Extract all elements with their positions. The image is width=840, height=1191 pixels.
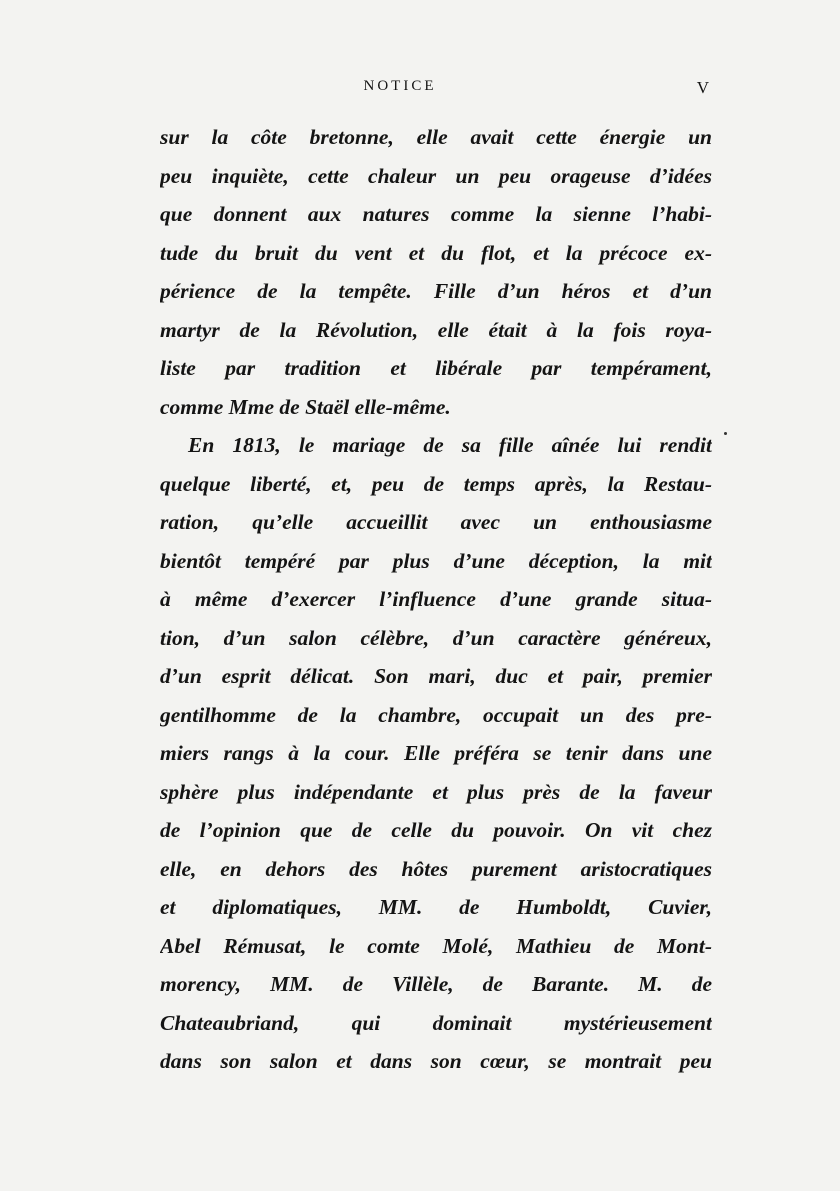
- text-line: sur la côte bretonne, elle avait cette énergie un: [160, 125, 712, 149]
- text-line: périence de la tempête. Fille d’un héros et d’un: [160, 279, 712, 303]
- text-line: sphère plus indépendante et plus près de la faveur: [160, 779, 712, 804]
- text-line: miers rangs à la cour. Elle préféra se tenir dans une: [160, 741, 712, 765]
- text-line: quelque liberté, et, peu de temps après, la Restau-: [160, 471, 712, 496]
- text-line: martyr de la Révolution, elle était à la fois roya-: [160, 317, 712, 342]
- body-text: [160, 118, 712, 1081]
- text-line: bientôt tempéré par plus d’une déception, la mit: [160, 548, 712, 573]
- text-line: que donnent aux natures comme la sienne l’habi-: [160, 202, 712, 226]
- text-line: ration, qu’elle accueillit avec un enthousiasme: [160, 510, 712, 534]
- text-line: peu inquiète, cette chaleur un peu orageuse d’idées: [160, 163, 712, 188]
- text-line: à même d’exercer l’influence d’une grande situa-: [160, 587, 712, 611]
- text-line: de l’opinion que de celle du pouvoir. On vit chez: [160, 818, 712, 842]
- text-line: elle, en dehors des hôtes purement aristocratiques: [160, 856, 712, 881]
- page-number: V: [696, 78, 710, 97]
- ink-speck: [724, 432, 727, 435]
- text-line: morency, MM. de Villèle, de Barante. M. de: [160, 972, 712, 996]
- text-line: Chateaubriand, qui dominait mystérieusement: [160, 1010, 712, 1035]
- text-line: et diplomatiques, MM. de Humboldt, Cuvier,: [160, 895, 712, 919]
- running-head-title: NOTICE: [363, 78, 437, 94]
- text-line: liste par tradition et libérale par tempérament,: [160, 356, 712, 380]
- text-line: dans son salon et dans son cœur, se montrait peu: [160, 1049, 712, 1073]
- paragraph-first-line: En 1813, le mariage de sa fille aînée lui rendit: [188, 433, 712, 457]
- running-head: [160, 78, 710, 102]
- text-line: Abel Rémusat, le comte Molé, Mathieu de Mont-: [160, 933, 712, 958]
- text-line: tude du bruit du vent et du flot, et la précoce ex-: [160, 240, 712, 265]
- text-line: d’un esprit délicat. Son mari, duc et pair, premier: [160, 664, 712, 688]
- text-line: comme Mme de Staël elle-même.: [160, 394, 451, 419]
- text-line: gentilhomme de la chambre, occupait un des pre-: [160, 702, 712, 727]
- text-line: tion, d’un salon célèbre, d’un caractère généreux,: [160, 625, 712, 650]
